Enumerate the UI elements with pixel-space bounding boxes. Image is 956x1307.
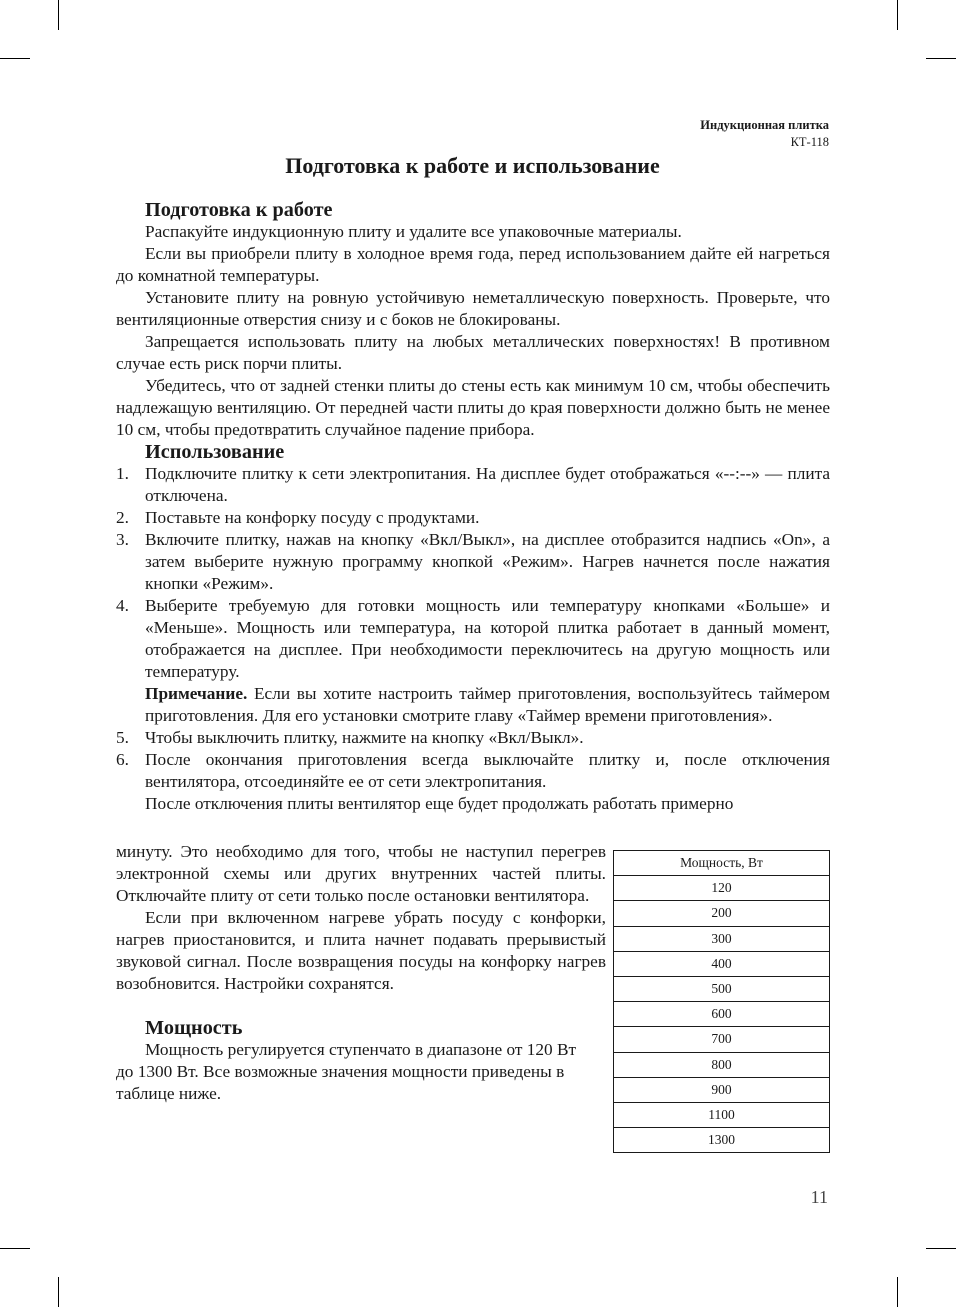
crop-mark [897, 0, 898, 30]
crop-mark [58, 0, 59, 30]
table-row [614, 1102, 830, 1127]
power-heading: Мощность [145, 1017, 243, 1039]
step-text: После окончания приготовления всегда выключайте плитку и, после отключения вентилятора, отсоединяйте ее от сети электропитания. [145, 750, 830, 791]
crop-mark [58, 1277, 59, 1307]
table-row [614, 1027, 830, 1052]
note [116, 683, 830, 727]
note-text: Если вы хотите настроить таймер приготовления, воспользуйтесь таймером приготовления. Для его установки смотрите главу «Таймер времени приготовления». [145, 684, 830, 725]
paragraph: минуту. Это необходимо для того, чтобы не наступил перегрев электронной схемы или других внутренних частей плиты. Отключайте плиту от сети только после остановки вентилятора. [116, 842, 606, 905]
table-cell: 700 [614, 1027, 830, 1052]
step-number: 3. [116, 530, 129, 549]
table-cell: 300 [614, 926, 830, 951]
table-row [614, 1128, 830, 1153]
crop-mark [0, 1248, 30, 1249]
table-cell: 120 [614, 876, 830, 901]
step-number: 5. [116, 728, 129, 747]
note-label: Примечание. [145, 684, 248, 703]
running-header [700, 117, 829, 151]
crop-mark [926, 58, 956, 59]
list-item [116, 463, 830, 507]
table-row [614, 926, 830, 951]
table-cell: 400 [614, 951, 830, 976]
table-cell: 1300 [614, 1128, 830, 1153]
list-item [116, 749, 830, 793]
step-text: Выберите требуемую для готовки мощность или температуру кнопками «Больше» и «Меньше». Мощность или температура, на которой плитка работает в данный момент, отображается на дисплее. При необходимости переключитесь на другую мощность или температуру. [145, 596, 830, 681]
table-cell: 900 [614, 1077, 830, 1102]
paragraph: После отключения плиты вентилятор еще будет продолжать работать примерно [145, 794, 734, 813]
table-row [614, 951, 830, 976]
usage-steps [116, 463, 830, 683]
main-content [116, 199, 830, 815]
table-row [614, 1077, 830, 1102]
table-cell: 500 [614, 976, 830, 1001]
list-item [116, 595, 830, 683]
left-column [116, 841, 606, 1105]
paragraph: Если при включенном нагреве убрать посуду с конфорки, нагрев приостановится, и плита начнет подавать прерывистый звуковой сигнал. После возвращения посуды на конфорку нагрев возобновится. Настройки сохранятся. [116, 908, 606, 993]
usage-heading: Использование [145, 441, 285, 463]
step-number: 4. [116, 596, 129, 615]
crop-mark [0, 58, 30, 59]
list-item [116, 507, 830, 529]
page-title: Подготовка к работе и использование [285, 153, 660, 178]
step-text: Поставьте на конфорку посуду с продуктами. [145, 508, 480, 527]
step-text: Включите плитку, нажав на кнопку «Вкл/Выкл», на дисплее отобразится надпись «On», а затем выберите нужную программу кнопкой «Режим». Нагрев начнется после нажатия кнопки «Режим». [145, 530, 830, 593]
table-row [614, 901, 830, 926]
table-cell: 600 [614, 1002, 830, 1027]
paragraph: Установите плиту на ровную устойчивую неметаллическую поверхность. Проверьте, что вентиляционные отверстия снизу и с боков не блокированы. [116, 288, 830, 329]
table-row [614, 1052, 830, 1077]
crop-mark [926, 1248, 956, 1249]
step-text: Чтобы выключить плитку, нажмите на кнопку «Вкл/Выкл». [145, 728, 584, 747]
power-table [613, 850, 830, 1153]
model-number: КТ-118 [790, 135, 829, 149]
list-item [116, 529, 830, 595]
product-name: Индукционная плитка [700, 118, 829, 132]
paragraph: Распакуйте индукционную плиту и удалите все упаковочные материалы. [145, 222, 682, 241]
paragraph: Если вы приобрели плиту в холодное время года, перед использованием дайте ей нагреться до комнатной температуры. [116, 244, 830, 285]
step-number: 1. [116, 464, 129, 483]
paragraph: Мощность регулируется ступенчато в диапазоне от 120 Вт до 1300 Вт. Все возможные значения мощности приведены в таблице ниже. [116, 1040, 577, 1103]
usage-steps-continued [116, 727, 830, 793]
table-cell: 1100 [614, 1102, 830, 1127]
table-cell: 800 [614, 1052, 830, 1077]
step-number: 2. [116, 508, 129, 527]
table-cell: 200 [614, 901, 830, 926]
table-header: Мощность, Вт [614, 851, 830, 876]
preparation-heading: Подготовка к работе [145, 199, 333, 221]
page-number: 11 [810, 1187, 828, 1207]
paragraph: Запрещается использовать плиту на любых металлических поверхностях! В противном случае есть риск порчи плиты. [116, 332, 830, 373]
table-row [614, 976, 830, 1001]
list-item [116, 727, 830, 749]
crop-mark [897, 1277, 898, 1307]
paragraph: Убедитесь, что от задней стенки плиты до стены есть как минимум 10 см, чтобы обеспечить надлежащую вентиляцию. От передней части плиты до края поверхности должно быть не менее 10 см, чтобы предотвратить случайное падение прибора. [116, 376, 830, 439]
table-row [614, 876, 830, 901]
step-number: 6. [116, 750, 129, 769]
table-row [614, 1002, 830, 1027]
step-text: Подключите плитку к сети электропитания. На дисплее будет отображаться «--:--» — плита отключена. [145, 464, 830, 505]
